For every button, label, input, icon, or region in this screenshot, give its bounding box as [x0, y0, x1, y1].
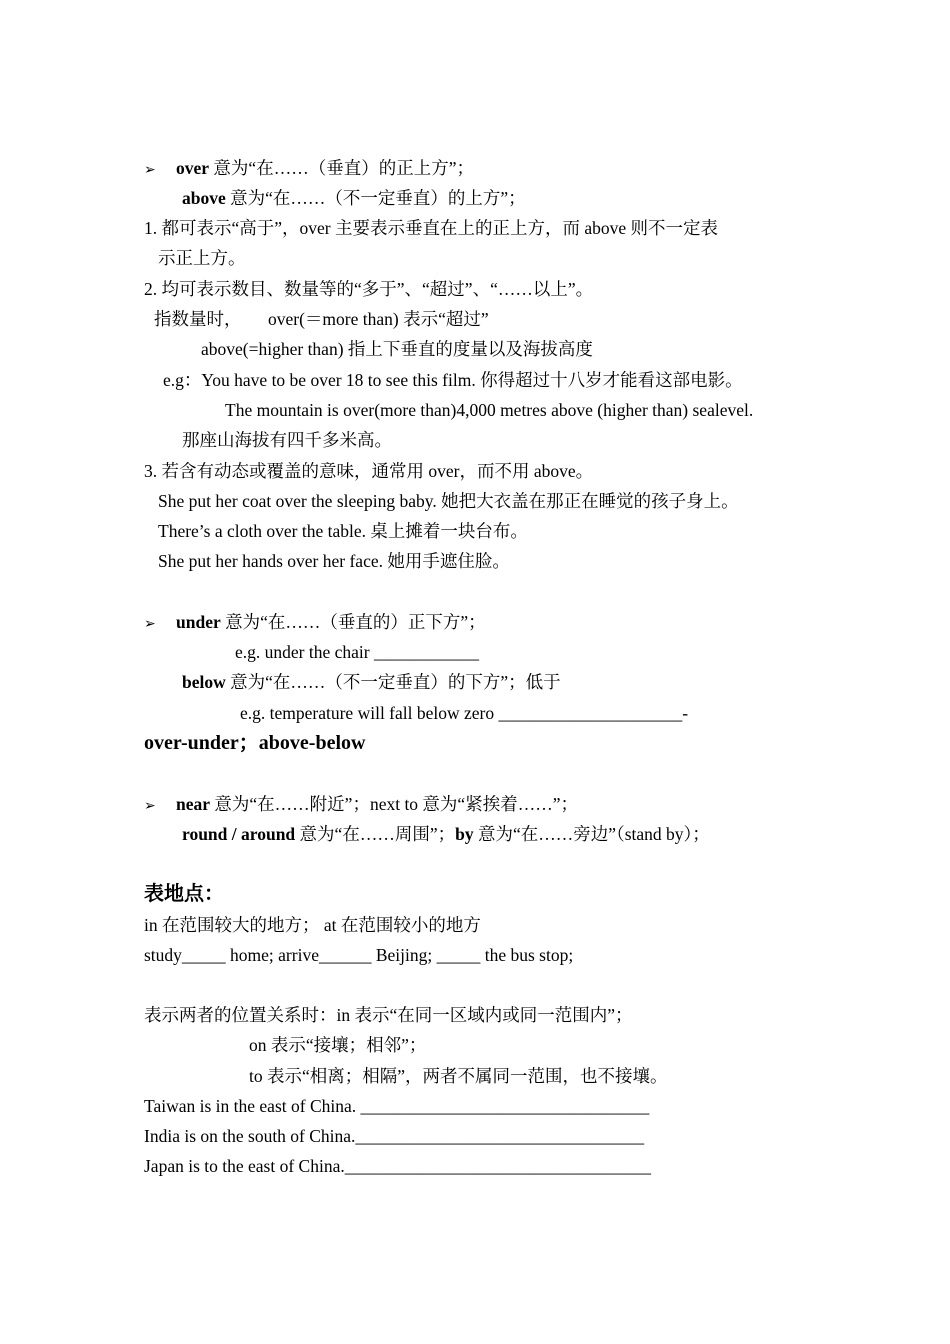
below-example: e.g. temperature will fall below zero _____________________- — [240, 703, 689, 723]
point-1-line-1: 1. 都可表示“高于”，over 主要表示垂直在上的正上方，而 above 则不一定表 — [144, 218, 719, 238]
relation-on: on 表示“接壤；相邻”； — [249, 1035, 427, 1055]
below-meaning: 意为“在……（不一定垂直）的下方”；低于 — [225, 672, 561, 692]
round-by-definition — [182, 823, 710, 845]
in-at-rule: in 在范围较大的地方； at 在范围较小的地方 — [144, 915, 481, 935]
point-2: 2. 均可表示数目、数量等的“多于”、“超过”、“……以上”。 — [144, 279, 594, 299]
example-1: e.g：You have to be over 18 to see this film. 你得超过十八岁才能看这部电影。 — [163, 370, 743, 390]
term-below: below — [182, 672, 226, 692]
term-over: over — [176, 158, 210, 178]
place-heading: 表地点： — [144, 883, 224, 905]
over-definition — [144, 157, 474, 181]
relation-in: 表示两者的位置关系时：in 表示“在同一区域内或同一范围内”； — [144, 1005, 633, 1025]
pair-heading: over-under；above-below — [144, 732, 366, 754]
below-definition — [182, 671, 561, 693]
place-exercise: study_____ home; arrive______ Beijing; _____ the bus stop; — [144, 945, 574, 965]
by-meaning: 意为“在……旁边”（stand by）； — [473, 824, 710, 844]
point-3-example-3: She put her hands over her face. 她用手遮住脸。 — [158, 551, 510, 571]
relation-example-2: India is on the south of China._________________________________ — [144, 1126, 645, 1146]
point-3-example-2: There’s a cloth over the table. 桌上摊着一块台布。 — [158, 521, 528, 541]
relation-to: to 表示“相离；相隔”，两者不属同一范围，也不接壤。 — [249, 1066, 668, 1086]
term-by: by — [455, 824, 474, 844]
term-under: under — [176, 612, 221, 632]
point-2-over: over(＝more than) 表示“超过” — [268, 309, 489, 329]
point-2-quantity-label: 指数量时， — [154, 309, 242, 329]
above-definition — [182, 187, 526, 209]
point-2-above: above(=higher than) 指上下垂直的度量以及海拔高度 — [201, 339, 593, 359]
arrow-bullet-icon: ➢ — [144, 798, 156, 814]
term-near: near — [176, 794, 211, 814]
near-meaning: 意为“在……附近”；next to 意为“紧挨着……”； — [210, 794, 578, 814]
above-meaning: 意为“在……（不一定垂直）的上方”； — [225, 188, 526, 208]
near-definition — [144, 793, 578, 817]
arrow-bullet-icon: ➢ — [144, 616, 156, 632]
relation-example-1: Taiwan is in the east of China. _________________________________ — [144, 1096, 650, 1116]
under-definition — [144, 611, 486, 635]
point-3: 3. 若含有动态或覆盖的意味，通常用 over，而不用 above。 — [144, 461, 594, 481]
example-2-translation: 那座山海拔有四千多米高。 — [182, 430, 392, 450]
point-3-example-1: She put her coat over the sleeping baby. 她把大衣盖在那正在睡觉的孩子身上。 — [158, 491, 739, 511]
term-round-around: round / around — [182, 824, 296, 844]
round-meaning: 意为“在……周围”； — [295, 824, 456, 844]
relation-example-3: Japan is to the east of China.___________________________________ — [144, 1156, 651, 1176]
under-meaning: 意为“在……（垂直的）正下方”； — [220, 612, 486, 632]
example-2: The mountain is over(more than)4,000 metres above (higher than) sealevel. — [225, 400, 754, 420]
under-example: e.g. under the chair ____________ — [235, 642, 479, 662]
over-meaning: 意为“在……（垂直）的正上方”； — [209, 158, 474, 178]
point-1-line-2: 示正上方。 — [158, 248, 246, 268]
term-above: above — [182, 188, 226, 208]
arrow-bullet-icon: ➢ — [144, 162, 156, 178]
